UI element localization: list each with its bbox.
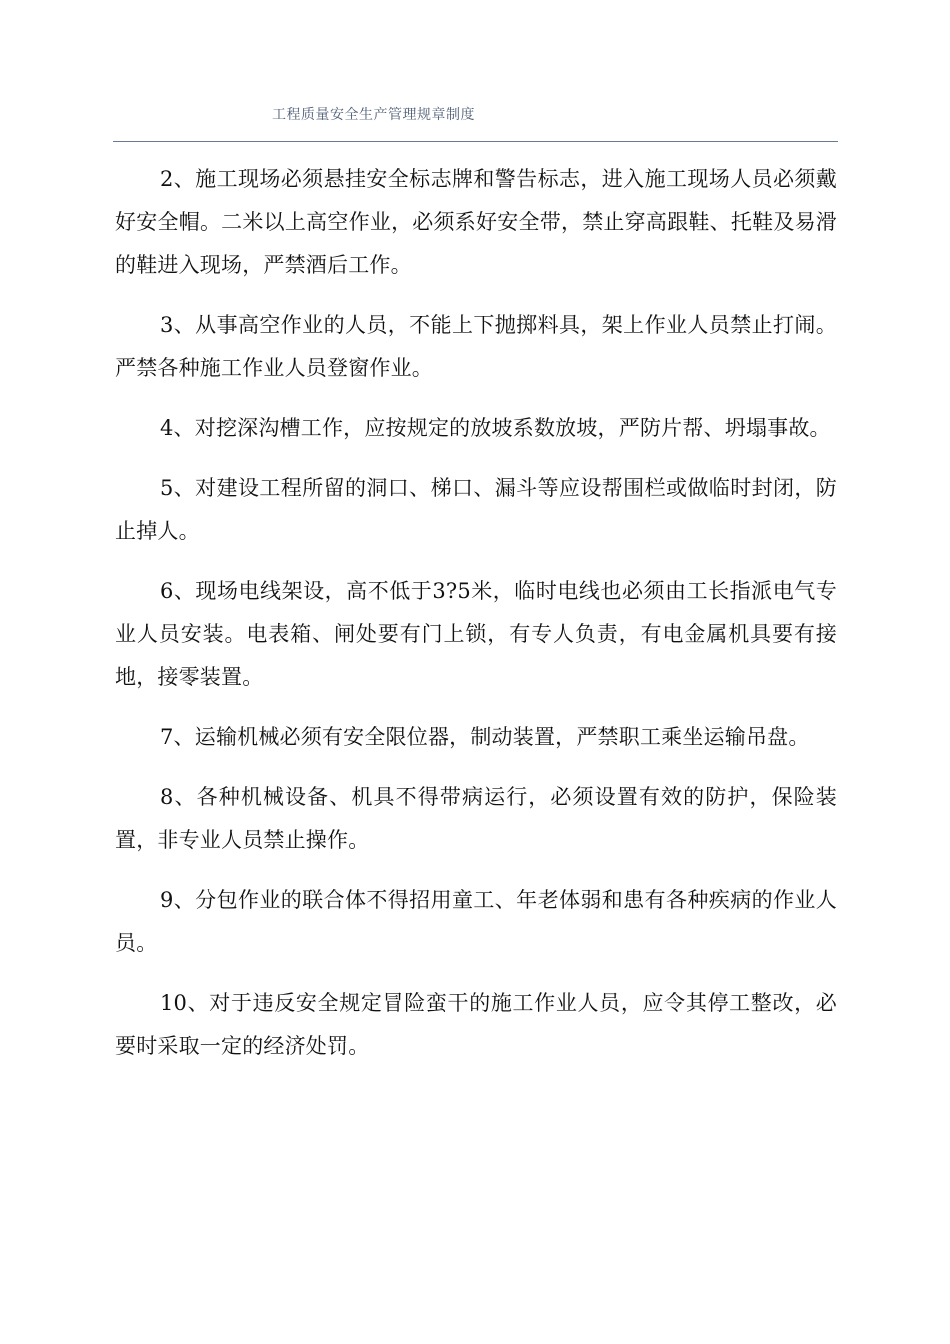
paragraph-item-7: 7、运输机械必须有安全限位器，制动装置，严禁职工乘坐运输吊盘。 — [160, 725, 810, 749]
paragraph-item-6: 6、现场电线架设，高不低于3?5米，临时电线也必须由工长指派电气专业人员安装。电表箱、闸处要有门上锁，有专人负责，有电金属机具要有接地，接零装置。 — [115, 579, 837, 689]
paragraph-item-3: 3、从事高空作业的人员，不能上下抛掷料具，架上作业人员禁止打闹。严禁各种施工作业人员登窗作业。 — [115, 313, 837, 380]
paragraph-item-9: 9、分包作业的联合体不得招用童工、年老体弱和患有各种疾病的作业人员。 — [115, 888, 837, 955]
document-body — [115, 158, 837, 1085]
page-header-title: 工程质量安全生产管理规章制度 — [272, 107, 475, 123]
paragraph-item-8: 8、各种机械设备、机具不得带病运行，必须设置有效的防护，保险装置，非专业人员禁止操作。 — [115, 785, 837, 852]
paragraph-item-2: 2、施工现场必须悬挂安全标志牌和警告标志，进入施工现场人员必须戴好安全帽。二米以上高空作业，必须系好安全带，禁止穿高跟鞋、托鞋及易滑的鞋进入现场，严禁酒后工作。 — [115, 167, 837, 277]
header-divider — [113, 141, 838, 142]
paragraph-item-10: 10、对于违反安全规定冒险蛮干的施工作业人员，应令其停工整改，必要时采取一定的经济处罚。 — [115, 991, 837, 1058]
paragraph-item-4: 4、对挖深沟槽工作，应按规定的放坡系数放坡，严防片帮、坍塌事故。 — [160, 416, 831, 440]
paragraph-item-5: 5、对建设工程所留的洞口、梯口、漏斗等应设帮围栏或做临时封闭，防止掉人。 — [115, 476, 837, 543]
